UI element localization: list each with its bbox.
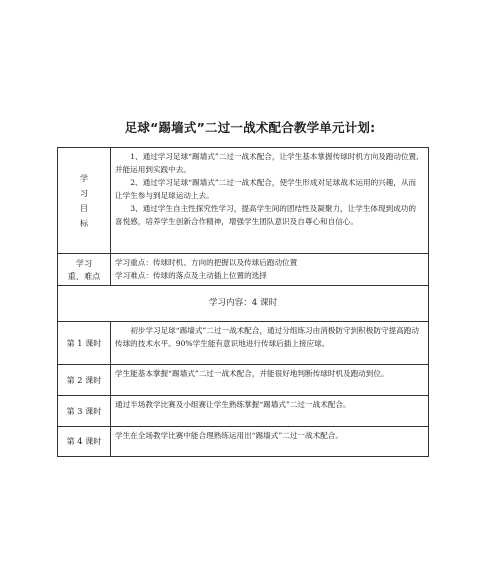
lesson-label: 第 1 课时 — [58, 322, 111, 365]
lesson-row — [58, 396, 429, 427]
focus-label-cell — [58, 254, 111, 286]
content-header-row — [58, 286, 429, 322]
goals-content — [111, 148, 429, 254]
lesson-text: 初步学习足球“踢墙式”二过一战术配合，通过分组练习由消极防守到积极防守提高跑动传球的技术水平。90%学生能有意识地进行传球后插上接应球。 — [111, 322, 429, 365]
focus-row — [58, 254, 429, 286]
goals-label-char: 目 — [79, 202, 89, 213]
goals-label-char: 学 — [79, 172, 89, 183]
document-title: 足球“踢墙式”二过一战术配合教学单元计划: — [124, 120, 376, 135]
content-header: 学习内容：4 课时 — [58, 286, 429, 322]
lesson-text: 通过半场教学比赛及小组赛让学生熟练掌握“踢墙式”二过一战术配合。 — [111, 396, 429, 427]
lesson-text: 学生能基本掌握“踢墙式”二过一战术配合，并能很好地判断传球时机及跑动到位。 — [111, 365, 429, 396]
focus-label-line: 学习 — [75, 257, 93, 268]
lesson-row — [58, 322, 429, 365]
focus-content — [111, 254, 429, 286]
goals-label-char: 标 — [79, 217, 89, 228]
focus-label-line: 重、难点 — [67, 270, 101, 281]
lesson-label: 第 2 课时 — [58, 365, 111, 396]
goals-label-cell — [58, 148, 111, 254]
lesson-row — [58, 365, 429, 396]
lesson-plan-table — [57, 147, 429, 457]
goals-row — [58, 148, 429, 254]
goal-item: 3、通过学生自主性探究性学习，提高学生间的团结性及凝聚力，让学生体现到成功的喜悦感，培养学生创新合作精神，增强学生团队意识及自尊心和自信心。 — [115, 204, 416, 226]
goals-label-char: 习 — [79, 187, 89, 198]
key-point: 学习重点：传球时机、方向的把握以及传球后跑动位置 — [115, 258, 298, 267]
goal-item: 2、通过学习足球“踢墙式”二过一战术配合，使学生形成对足球战术运用的兴趣，从而让学生参与到足球运动上去。 — [115, 178, 417, 200]
goal-item: 1、通过学习足球“踢墙式”二过一战术配合，让学生基本掌握传球时机方向及跑动位置,并能运用到实践中去。 — [115, 152, 419, 174]
difficulty-point: 学习难点：传球的落点及主动插上位置的选择 — [115, 271, 267, 280]
lesson-label: 第 3 课时 — [58, 396, 111, 427]
lesson-label: 第 4 课时 — [58, 427, 111, 457]
lesson-row — [58, 427, 429, 457]
lesson-text: 学生在全场教学比赛中能合理熟练运用出“踢墙式”二过一战术配合。 — [111, 427, 429, 457]
